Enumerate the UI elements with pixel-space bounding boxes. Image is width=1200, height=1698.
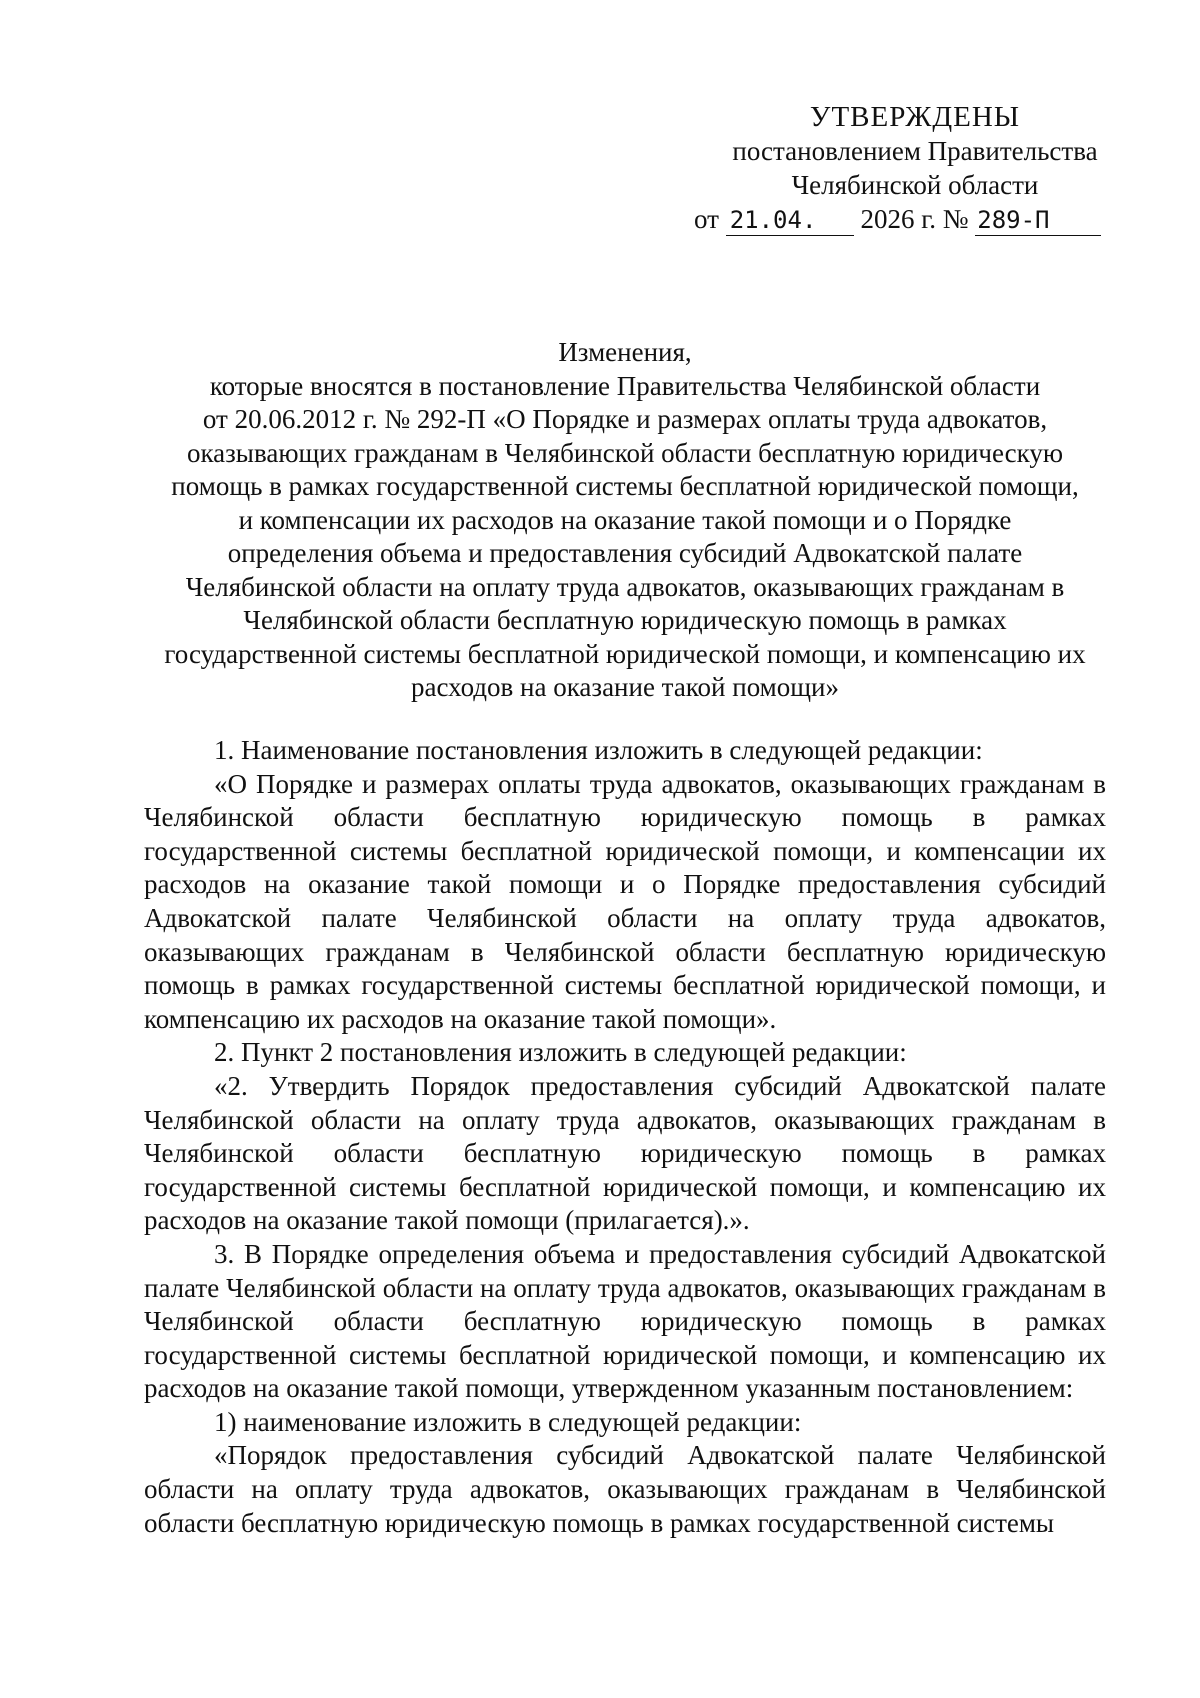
- body-paragraph: 1. Наименование постановления изложить в следующей редакции:: [214, 735, 983, 765]
- body-paragraph: 1) наименование изложить в следующей редакции:: [214, 1406, 802, 1437]
- year-text: 2026 г. №: [860, 204, 969, 234]
- title-line: и компенсации их расходов на оказание такой помощи и о Порядке: [238, 504, 1012, 535]
- approval-number-value: 289-П: [975, 205, 1101, 236]
- title-line: которые вносятся в постановление Правительства Челябинской области: [209, 370, 1041, 401]
- title-line: государственной системы бесплатной юридической помощи, и компенсацию их: [164, 638, 1086, 669]
- title-line: Челябинской области на оплату труда адвокатов, оказывающих гражданам в: [185, 571, 1065, 602]
- title-line: от 20.06.2012 г. № 292-П «О Порядке и размерах оплаты труда адвокатов,: [202, 404, 1048, 434]
- date-prefix: от: [694, 204, 719, 234]
- approval-stamp: [690, 100, 1140, 236]
- title-line: расходов на оказание такой помощи»: [410, 672, 840, 702]
- approval-heading: УТВЕРЖДЕНЫ: [809, 101, 1021, 133]
- approval-date-line: [690, 202, 1140, 236]
- title-line: оказывающих гражданам в Челябинской области бесплатную юридическую: [186, 437, 1064, 468]
- title-line: Челябинской области бесплатную юридическую помощь в рамках: [243, 605, 1007, 635]
- body-paragraph: «2. Утвердить Порядок предоставления субсидий Адвокатской палате Челябинской области на оплату труда адвокатов, оказывающих гражданам в Челябинской области бесплатную юридическую помощь в рамках государственной системы бесплатной юридической помощи, и компенсацию их расходов на оказание такой помощи (прилагается).».: [144, 1070, 1106, 1236]
- document-title: [140, 336, 1110, 705]
- body-paragraph: 2. Пункт 2 постановления изложить в следующей редакции:: [214, 1037, 907, 1068]
- title-line: помощь в рамках государственной системы бесплатной юридической помощи,: [171, 471, 1079, 501]
- approval-line-1: постановлением Правительства: [732, 136, 1098, 166]
- body-paragraph: 3. В Порядке определения объема и предоставления субсидий Адвокатской палате Челябинской области на оплату труда адвокатов, оказывающих гражданам в Челябинской области бесплатную юридическую помощь в рамках государственной системы бесплатной юридической помощи, и компенсацию их расходов на оказание такой помощи, утвержденном указанным постановлением:: [144, 1238, 1106, 1404]
- title-line: определения объема и предоставления субсидий Адвокатской палате: [227, 538, 1023, 568]
- body-paragraph: «Порядок предоставления субсидий Адвокатской палате Челябинской области на оплату труда адвокатов, оказывающих гражданам в Челябинской области бесплатную юридическую помощь в рамках государственной системы: [144, 1440, 1106, 1538]
- document-body: [144, 734, 1106, 1540]
- body-paragraph: «О Порядке и размерах оплаты труда адвокатов, оказывающих гражданам в Челябинской области бесплатную юридическую помощь в рамках государственной системы бесплатной юридической помощи, и компенсации их расходов на оказание такой помощи и о Порядке предоставления субсидий Адвокатской палате Челябинской области на оплату труда адвокатов, оказывающих гражданам в Челябинской области бесплатную юридическую помощь в рамках государственной системы бесплатной юридической помощи, и компенсацию их расходов на оказание такой помощи».: [144, 768, 1106, 1034]
- title-line: Изменения,: [558, 337, 692, 367]
- approval-line-2: Челябинской области: [791, 170, 1039, 200]
- approval-date-value: 21.04.: [726, 205, 854, 236]
